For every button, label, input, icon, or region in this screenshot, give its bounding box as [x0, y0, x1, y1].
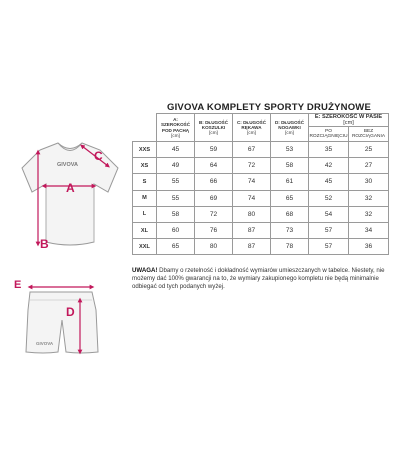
shorts-illustration [26, 292, 98, 353]
table-row [133, 174, 389, 190]
cell-d: 78 [271, 239, 309, 255]
cell-a: 45 [157, 142, 195, 158]
header-b-label: B: DŁUGOŚĆ KOSZULKI [198, 119, 229, 130]
cell-e2: 25 [349, 142, 389, 158]
label-c: C [94, 149, 103, 163]
size-label: M [133, 190, 157, 206]
header-c-label: C: DŁUGOŚĆ RĘKAWA [236, 119, 267, 130]
label-b: B [40, 237, 49, 251]
cell-d: 61 [271, 174, 309, 190]
cell-c: 72 [233, 158, 271, 174]
size-label: L [133, 206, 157, 222]
header-b [195, 114, 233, 142]
table-row [133, 222, 389, 238]
jersey-brand-logo: GIVOVA [57, 162, 78, 168]
cell-d: 68 [271, 206, 309, 222]
size-diagram [0, 140, 130, 370]
header-e-label: E: SZEROKOŚĆ W PASIE [314, 114, 383, 120]
cell-e2: 36 [349, 239, 389, 255]
size-label: S [133, 174, 157, 190]
header-a-unit: [cm] [171, 132, 180, 138]
label-e: E [14, 279, 22, 291]
table-row [133, 239, 389, 255]
header-e [309, 114, 389, 127]
cell-c: 80 [233, 206, 271, 222]
disclaimer-note [132, 267, 388, 292]
cell-d: 58 [271, 158, 309, 174]
header-d-unit: [cm] [285, 130, 294, 136]
header-e-unstretched: BEZ ROZCIĄGANIA [349, 127, 389, 142]
table-row [133, 158, 389, 174]
note-warning-label: UWAGA! [132, 267, 158, 274]
header-a [157, 114, 195, 142]
cell-e1: 52 [309, 190, 349, 206]
cell-c: 67 [233, 142, 271, 158]
cell-b: 80 [195, 239, 233, 255]
cell-a: 58 [157, 206, 195, 222]
cell-e1: 57 [309, 222, 349, 238]
cell-e1: 54 [309, 206, 349, 222]
cell-a: 65 [157, 239, 195, 255]
cell-c: 87 [233, 222, 271, 238]
table-row [133, 190, 389, 206]
header-b-unit: [cm] [209, 130, 218, 136]
cell-e2: 34 [349, 222, 389, 238]
size-table [132, 113, 389, 255]
cell-b: 59 [195, 142, 233, 158]
cell-e2: 27 [349, 158, 389, 174]
header-c-unit: [cm] [247, 130, 256, 136]
cell-b: 76 [195, 222, 233, 238]
size-label: XS [133, 158, 157, 174]
cell-a: 49 [157, 158, 195, 174]
cell-b: 72 [195, 206, 233, 222]
cell-d: 53 [271, 142, 309, 158]
cell-e1: 42 [309, 158, 349, 174]
cell-d: 73 [271, 222, 309, 238]
size-label: XL [133, 222, 157, 238]
table-row [133, 206, 389, 222]
table-row [133, 142, 389, 158]
cell-e2: 32 [349, 190, 389, 206]
header-e-unit: [cm] [343, 120, 354, 126]
header-d [271, 114, 309, 142]
cell-e2: 30 [349, 174, 389, 190]
cell-e2: 32 [349, 206, 389, 222]
cell-c: 74 [233, 190, 271, 206]
label-a: A [66, 181, 75, 195]
note-text: Dbamy o rzetelność i dokładność wymiarów umieszczanych w tabelce. Niestety, nie możemy dać 100% gwarancji na to, że wymiary zakupionego kompletu nie będą minimalnie odbiegać od tych podanych wyżej. [132, 267, 385, 291]
header-c [233, 114, 271, 142]
label-d: D [66, 305, 75, 319]
header-a-label: A: SZEROKOŚĆ POD PACHĄ [160, 117, 191, 133]
cell-c: 74 [233, 174, 271, 190]
shorts-brand-logo: GIVOVA [36, 341, 54, 346]
cell-a: 55 [157, 190, 195, 206]
header-d-label: D: DŁUGOŚĆ NOGAWKI [274, 119, 305, 130]
cell-b: 69 [195, 190, 233, 206]
size-label: XXL [133, 239, 157, 255]
cell-d: 65 [271, 190, 309, 206]
table-title: GIVOVA KOMPLETY SPORTY DRUŻYNOWE [167, 102, 371, 113]
cell-e1: 45 [309, 174, 349, 190]
cell-e1: 57 [309, 239, 349, 255]
cell-c: 87 [233, 239, 271, 255]
size-label: XXS [133, 142, 157, 158]
cell-e1: 35 [309, 142, 349, 158]
cell-a: 55 [157, 174, 195, 190]
table-header-row [133, 114, 389, 127]
cell-b: 64 [195, 158, 233, 174]
header-e-stretched: PO ROZCIĄGNIĘCIU [309, 127, 349, 142]
cell-b: 66 [195, 174, 233, 190]
corner-cell [133, 114, 157, 142]
cell-a: 60 [157, 222, 195, 238]
